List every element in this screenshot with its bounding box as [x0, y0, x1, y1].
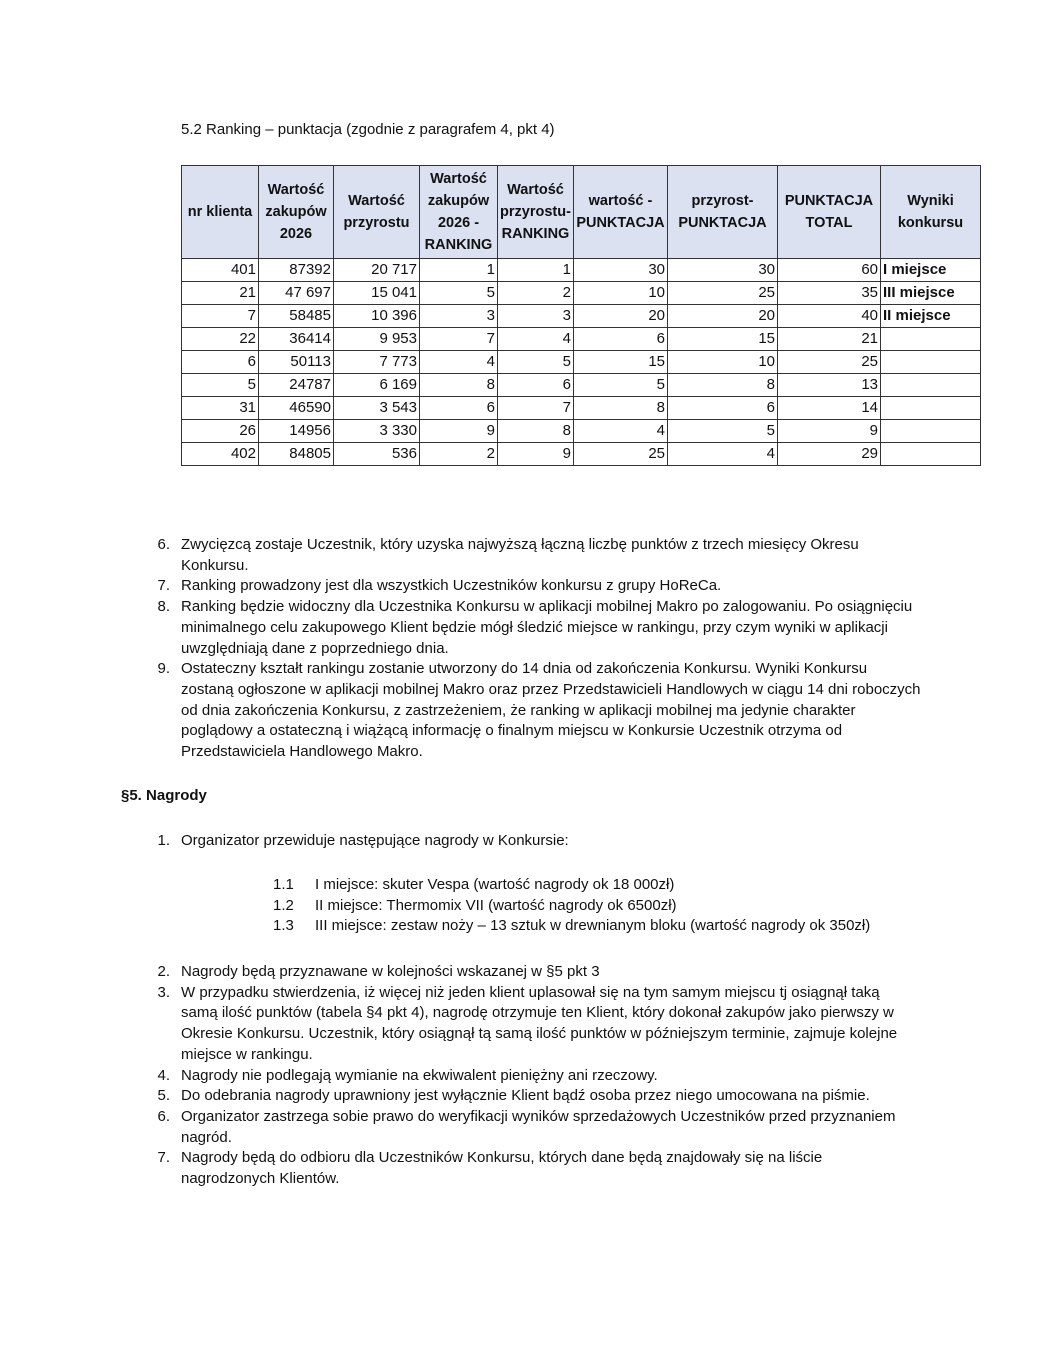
- table-cell: 30: [668, 259, 778, 282]
- table-cell: 7 773: [334, 351, 420, 374]
- table-header-cell: nr klienta: [182, 166, 259, 259]
- list-item: [157, 1066, 916, 1087]
- list-item-number: 5.: [157, 1087, 170, 1105]
- list-item-text: W przypadku stwierdzenia, iż więcej niż jeden klient uplasował się na tym samym miejscu tj osiągnął taką samą ilość punktów (tabela §4 pkt 4), nagrodę otrzymuje ten Klient, który dokonał zakupów jako pierwszy w Okresie Konkursu. Uczestnik, który osiągnął tą samą ilość punktów w późniejszym terminie, zajmuje kolejne miejsce w rankingu.: [181, 983, 898, 1063]
- list-item-text: Organizator zastrzega sobie prawo do weryfikacji wyników sprzedażowych Uczestników przed przyznaniem nagród.: [181, 1107, 896, 1146]
- table-cell: 536: [334, 443, 420, 466]
- list-item-text: Nagrody nie podlegają wymianie na ekwiwalent pieniężny ani rzeczowy.: [181, 1066, 658, 1084]
- table-cell: 21: [778, 328, 881, 351]
- table-cell: 5: [574, 374, 668, 397]
- prize-text: III miejsce: zestaw noży – 13 sztuk w drewnianym bloku (wartość nagrody ok 350zł): [315, 917, 871, 935]
- table-cell: [881, 374, 981, 397]
- prize-text: I miejsce: skuter Vespa (wartość nagrody ok 18 000zł): [315, 876, 675, 893]
- table-cell: 36414: [259, 328, 334, 351]
- table-cell: 9: [420, 420, 498, 443]
- table-cell: 3: [498, 305, 574, 328]
- list-item-text: Do odebrania nagrody uprawniony jest wyłącznie Klient bądź osoba przez niego umocowana na piśmie.: [181, 1087, 870, 1105]
- table-cell: 8: [420, 374, 498, 397]
- table-cell: 20: [668, 305, 778, 328]
- table-cell: 84805: [259, 443, 334, 466]
- list-item-number: 2.: [157, 963, 170, 980]
- list-item-number: 8.: [157, 598, 170, 616]
- list-item: [157, 983, 916, 1066]
- table-cell: 25: [574, 443, 668, 466]
- prize-item: [273, 896, 870, 917]
- table-cell: 3 543: [334, 397, 420, 420]
- list-item-number: 9.: [157, 660, 170, 678]
- table-cell: 24787: [259, 374, 334, 397]
- table-cell: 401: [182, 259, 259, 282]
- table-cell: 15: [574, 351, 668, 374]
- table-cell: 20 717: [334, 259, 420, 282]
- table-cell: [881, 328, 981, 351]
- prize-item: [273, 916, 870, 937]
- ranking-table: [181, 165, 981, 466]
- table-cell: [881, 443, 981, 466]
- list-item: [157, 1148, 916, 1189]
- table-cell: 6: [420, 397, 498, 420]
- list-item-text: Nagrody będą przyznawane w kolejności wskazanej w §5 pkt 3: [181, 963, 600, 980]
- table-cell: 402: [182, 443, 259, 466]
- list-item-text: Zwycięzcą zostaje Uczestnik, który uzyska najwyższą łączną liczbę punktów z trzech miesięcy Okresu Konkursu.: [181, 536, 859, 574]
- table-cell: 25: [668, 282, 778, 305]
- table-cell: 2: [498, 282, 574, 305]
- list-item-text: Ranking będzie widoczny dla Uczestnika Konkursu w aplikacji mobilnej Makro po zalogowaniu. Po osiągnięciu minimalnego celu zakupowego Klient będzie mógł śledzić miejsce w rankingu, przy czym wyniki w aplikacji uwzględniają dane z poprzedniego dnia.: [181, 598, 913, 657]
- table-cell: 10: [574, 282, 668, 305]
- table-row: [182, 259, 981, 282]
- table-cell: 58485: [259, 305, 334, 328]
- list-item: [157, 597, 921, 659]
- table-cell: 7: [498, 397, 574, 420]
- list-item-number: 6.: [157, 536, 170, 553]
- table-cell: 8: [574, 397, 668, 420]
- table-cell: 3 330: [334, 420, 420, 443]
- table-header-cell: Wyniki konkursu: [881, 166, 981, 259]
- list-item: [157, 831, 921, 852]
- table-cell: 4: [498, 328, 574, 351]
- prize-text: II miejsce: Thermomix VII (wartość nagrody ok 6500zł): [315, 896, 677, 914]
- table-cell: II miejsce: [881, 305, 981, 328]
- table-cell: 8: [668, 374, 778, 397]
- table-body: [182, 259, 981, 466]
- list-item: [157, 962, 916, 983]
- list-item-number: 1.: [157, 832, 170, 849]
- table-cell: 9 953: [334, 328, 420, 351]
- rules-list: [157, 535, 921, 763]
- table-header-cell: przyrost-PUNKTACJA: [668, 166, 778, 259]
- table-cell: 5: [182, 374, 259, 397]
- table-row: [182, 282, 981, 305]
- table-header-cell: wartość - PUNKTACJA: [574, 166, 668, 259]
- table-cell: 10: [668, 351, 778, 374]
- table-header-row: [182, 166, 981, 259]
- table-cell: 3: [420, 305, 498, 328]
- table-header-cell: PUNKTACJA TOTAL: [778, 166, 881, 259]
- table-row: [182, 305, 981, 328]
- table-cell: 35: [778, 282, 881, 305]
- table-cell: 26: [182, 420, 259, 443]
- table-cell: 5: [668, 420, 778, 443]
- table-cell: 6: [498, 374, 574, 397]
- table-header-cell: Wartość przyrostu: [334, 166, 420, 259]
- table-row: [182, 420, 981, 443]
- table-cell: 31: [182, 397, 259, 420]
- table-row: [182, 443, 981, 466]
- table-cell: [881, 351, 981, 374]
- list-item-text: Nagrody będą do odbioru dla Uczestników Konkursu, których dane będą znajdowały się na liście nagrodzonych Klientów.: [181, 1149, 823, 1188]
- table-row: [182, 397, 981, 420]
- prize-number: 1.3: [273, 917, 294, 935]
- table-cell: 4: [420, 351, 498, 374]
- table-cell: 5: [498, 351, 574, 374]
- list-item-text: Organizator przewiduje następujące nagrody w Konkursie:: [181, 832, 569, 849]
- table-cell: 47 697: [259, 282, 334, 305]
- table-row: [182, 328, 981, 351]
- prize-item: [273, 875, 870, 896]
- table-row: [182, 374, 981, 397]
- table-cell: 15: [668, 328, 778, 351]
- table-cell: 4: [668, 443, 778, 466]
- prize-rules-list: [157, 962, 916, 1190]
- table-cell: 8: [498, 420, 574, 443]
- table-cell: I miejsce: [881, 259, 981, 282]
- table-header-cell: Wartość zakupów 2026: [259, 166, 334, 259]
- table-cell: 1: [420, 259, 498, 282]
- section-title: §5. Nagrody: [121, 787, 207, 804]
- list-item-number: 3.: [157, 983, 170, 1001]
- table-cell: 7: [420, 328, 498, 351]
- table-cell: 20: [574, 305, 668, 328]
- list-item-number: 7.: [157, 577, 170, 595]
- table-cell: 10 396: [334, 305, 420, 328]
- table-cell: 2: [420, 443, 498, 466]
- table-cell: 60: [778, 259, 881, 282]
- list-item: [157, 1086, 916, 1107]
- table-cell: 22: [182, 328, 259, 351]
- list-item: [157, 576, 921, 597]
- list-item-text: Ranking prowadzony jest dla wszystkich Uczestników konkursu z grupy HoReCa.: [181, 577, 722, 595]
- table-cell: 7: [182, 305, 259, 328]
- section-heading: 5.2 Ranking – punktacja (zgodnie z paragrafem 4, pkt 4): [181, 121, 555, 138]
- list-item-text: Ostateczny kształt rankingu zostanie utworzony do 14 dnia od zakończenia Konkursu. Wyniki Konkursu zostaną ogłoszone w aplikacji mobilnej Makro oraz przez Przedstawicieli Handlowych w ciągu 14 dni roboczych od dnia zakończenia Konkursu, z zastrzeżeniem, że ranking w aplikacji mobilnej ma jedynie charakter poglądowy a ostateczną i wiążącą informację o finalnym miejscu w Konkursie Uczestnik otrzyma od Przedstawiciela Handlowego Makro.: [181, 660, 921, 761]
- table-cell: 15 041: [334, 282, 420, 305]
- table-cell: 6: [182, 351, 259, 374]
- table-cell: 6: [668, 397, 778, 420]
- table-cell: 13: [778, 374, 881, 397]
- list-item: [157, 659, 921, 763]
- table-cell: 46590: [259, 397, 334, 420]
- table-cell: 1: [498, 259, 574, 282]
- prize-number: 1.2: [273, 896, 294, 914]
- table-cell: 40: [778, 305, 881, 328]
- table-header-cell: Wartość przyrostu-RANKING: [498, 166, 574, 259]
- table-cell: 21: [182, 282, 259, 305]
- table-header-cell: Wartość zakupów 2026 - RANKING: [420, 166, 498, 259]
- table-cell: 9: [498, 443, 574, 466]
- table-cell: 6 169: [334, 374, 420, 397]
- list-item: [157, 535, 921, 576]
- list-item-number: 6.: [157, 1107, 170, 1125]
- table-cell: III miejsce: [881, 282, 981, 305]
- table-cell: [881, 420, 981, 443]
- table-cell: 29: [778, 443, 881, 466]
- table-cell: 25: [778, 351, 881, 374]
- table-cell: 30: [574, 259, 668, 282]
- table-cell: 87392: [259, 259, 334, 282]
- prize-number: 1.1: [273, 876, 294, 893]
- table-cell: 14956: [259, 420, 334, 443]
- table-cell: 9: [778, 420, 881, 443]
- table-cell: 5: [420, 282, 498, 305]
- prizes-intro-list: [157, 831, 921, 852]
- table-cell: 4: [574, 420, 668, 443]
- table-cell: 14: [778, 397, 881, 420]
- table-row: [182, 351, 981, 374]
- table-cell: 50113: [259, 351, 334, 374]
- prizes-sublist: [273, 875, 870, 937]
- list-item-number: 4.: [157, 1066, 170, 1084]
- list-item-number: 7.: [157, 1149, 170, 1167]
- list-item: [157, 1107, 916, 1148]
- table-cell: 6: [574, 328, 668, 351]
- table-cell: [881, 397, 981, 420]
